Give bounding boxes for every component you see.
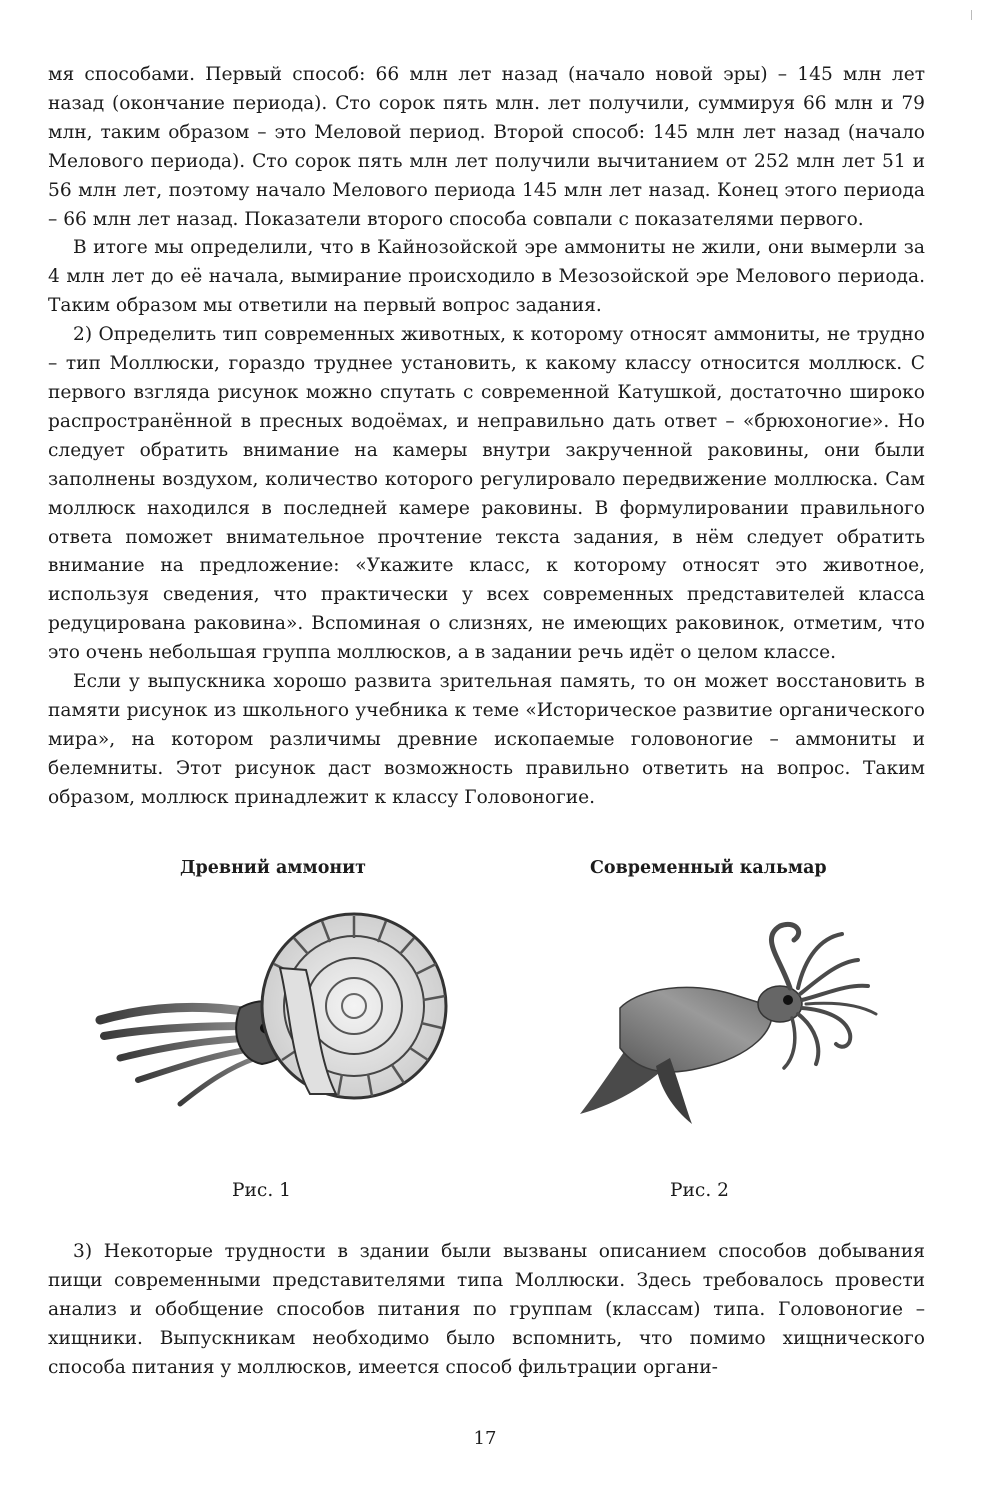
text-block-bottom bbox=[48, 1238, 925, 1383]
paragraph-continuation: мя способами. Первый способ: 66 млн лет назад (начало новой эры) – 145 млн лет назад (окончание периода). Сто сорок пять млн. лет получили, суммируя 66 млн и 79 млн, таким образом – это Меловой период. Второй способ: 145 млн лет назад (начало Мелового периода). Сто сорок пять млн лет получили вычитанием от 252 млн лет 51 и 56 млн лет, поэтому начало Мелового периода 145 млн лет назад. Конец этого периода – 66 млн лет назад. Показатели второго способа совпали с показателями первого. bbox=[48, 64, 925, 230]
paragraph-point-2: 2) Определить тип современных животных, к которому относят аммониты, не трудно – тип Моллюски, гораздо труднее установить, к какому классу относится моллюск. С первого взгляда рисунок можно спутать с современной Катушкой, достаточно широко распространённой в пресных водоёмах, и неправильно дать ответ – «брюхоногие». Но следует обратить внимание на камеры внутри закрученной раковины, они были заполнены воздухом, количество которого регулировало передвижение моллюска. Сам моллюск находился в последней камере раковины. В формулировании правильного ответа поможет внимательное прочтение текста задания, в нём следует обратить внимание на предложение: «Укажите класс, к которому относят это животное, используя сведения, что практически у всех современных представителей класса редуцирована раковина». Вспоминая о слизнях, не имеющих раковинок, отметим, что это очень небольшая группа моллюсков, а в задании речь идёт о целом классе. bbox=[48, 324, 925, 664]
figure-1-caption: Рис. 1 bbox=[232, 1180, 291, 1201]
squid-illustration bbox=[580, 918, 880, 1128]
figure-2-title: Современный кальмар bbox=[590, 858, 827, 878]
page-number: 17 bbox=[473, 1428, 497, 1449]
paragraph-visual-memory: Если у выпускника хорошо развита зрительная память, то он может восстановить в памяти рисунок из школьного учебника к теме «Историческое развитие органического мира», на котором различимы древние ископаемые головоногие – аммониты и белемниты. Этот рисунок даст возможность правильно ответить на вопрос. Таким образом, моллюск принадлежит к классу Головоногие. bbox=[48, 671, 925, 808]
scan-mark bbox=[971, 10, 972, 20]
paragraph-point-3: 3) Некоторые трудности в здании были вызваны описанием способов добывания пищи современными представителями типа Моллюски. Здесь требовалось провести анализ и обобщение способов питания по группам (классам) типа. Головоногие – хищники. Выпускникам необходимо было вспомнить, что помимо хищнического способа питания у моллюсков, имеется способ фильтрации органи- bbox=[48, 1241, 925, 1378]
figure-1-title: Древний аммонит bbox=[180, 858, 366, 878]
figure-2-caption: Рис. 2 bbox=[670, 1180, 729, 1201]
paragraph-conclusion: В итоге мы определили, что в Кайнозойской эре аммониты не жили, они вымерли за 4 млн лет до её начала, вымирание происходило в Мезозойской эре Мелового периода. Таким образом мы ответили на первый вопрос задания. bbox=[48, 237, 925, 317]
ammonite-illustration bbox=[90, 908, 480, 1138]
text-block-top bbox=[48, 61, 925, 813]
